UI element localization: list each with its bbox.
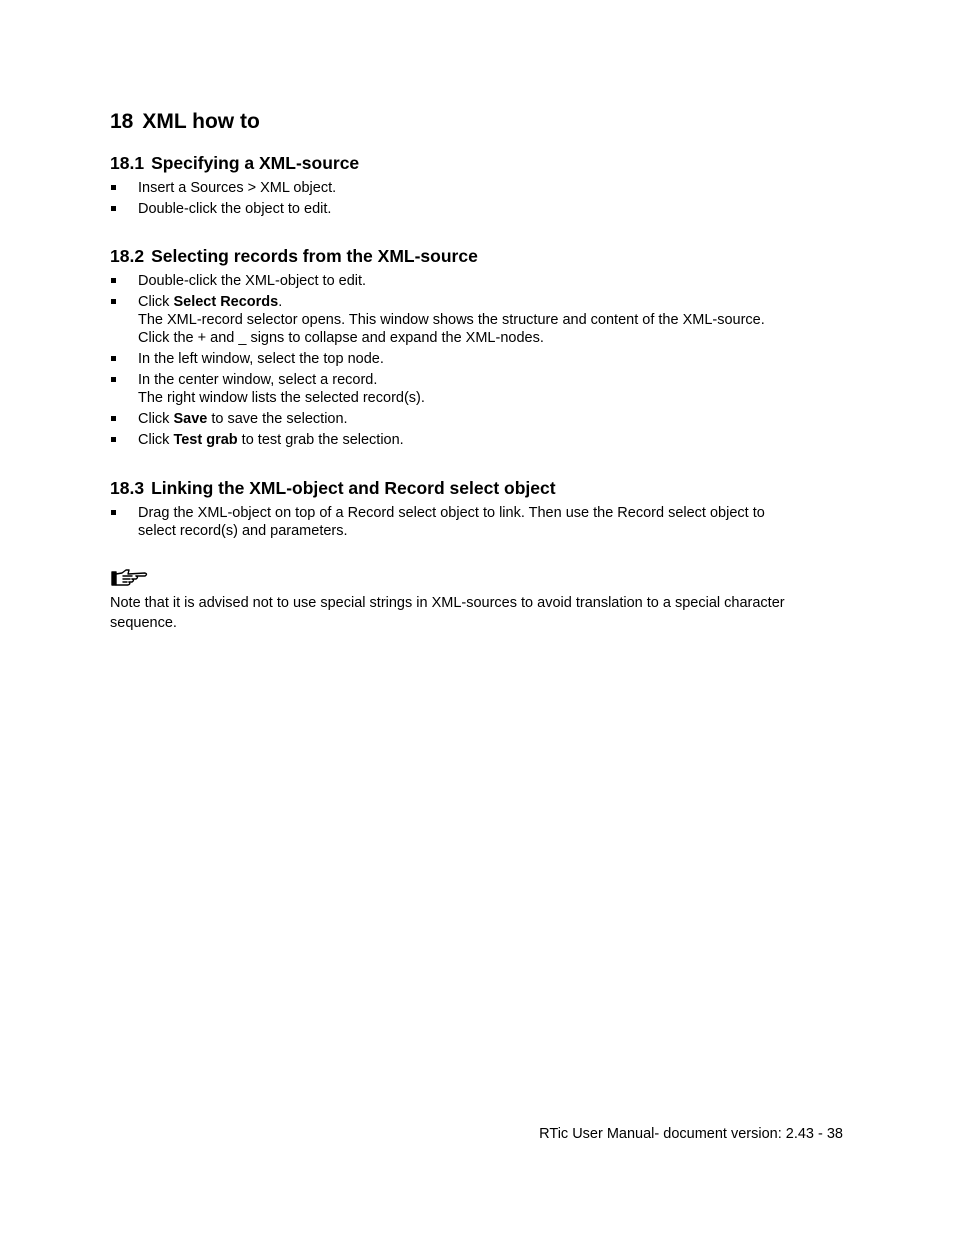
list-item-text: [138, 410, 850, 428]
text-run: Click: [138, 411, 174, 427]
text-run: to test grab the selection.: [237, 432, 404, 448]
list-item-text: In the left window, select the top node.: [138, 351, 384, 367]
bullet-marker: [111, 437, 116, 442]
list-item: [110, 272, 850, 290]
list-item-text: The right window lists the selected record(s).: [138, 390, 425, 406]
bullet-marker: [111, 206, 116, 211]
list-item: [110, 200, 850, 218]
list-item: [110, 371, 850, 407]
bullet-marker: [111, 510, 116, 515]
page-footer: RTic User Manual- document version: 2.43 - 38: [539, 1126, 843, 1142]
bullet-marker: [111, 299, 116, 304]
list-item: [110, 431, 850, 449]
list-item: [110, 179, 850, 197]
ui-label-test-grab: Test grab: [173, 432, 238, 448]
section-number: 18.2: [110, 246, 145, 266]
list-item: [110, 504, 850, 540]
list-item-text: Double-click the XML-object to edit.: [138, 273, 367, 289]
section-title-text: Specifying a XML-source: [151, 153, 360, 173]
section-title-linking: [110, 477, 556, 499]
list-item-text: [138, 431, 850, 449]
list-item-text: Insert a Sources > XML object.: [138, 180, 337, 196]
section-title-text: Linking the XML-object and Record select object: [151, 478, 556, 498]
pointing-hand-icon: [110, 568, 150, 588]
text-run: Click: [138, 294, 174, 310]
text-run: to save the selection.: [207, 411, 348, 427]
bullet-marker: [111, 185, 116, 190]
chapter-number: 18: [110, 110, 134, 133]
bullet-marker: [111, 377, 116, 382]
chapter-title-text: XML how to: [142, 110, 260, 133]
section-title-text: Selecting records from the XML-source: [151, 246, 478, 266]
note-text: Note that it is advised not to use special strings in XML-sources to avoid translation to a special character sequence.: [110, 595, 785, 631]
bullet-marker: [111, 416, 116, 421]
list-item-text: In the center window, select a record.: [138, 372, 378, 388]
bullet-list-linking: [110, 504, 850, 543]
bullet-marker: [111, 278, 116, 283]
bullet-list-specifying: [110, 179, 850, 221]
text-run: Click: [138, 432, 174, 448]
list-item-text: Double-click the object to edit.: [138, 201, 332, 217]
section-title-selecting: [110, 245, 478, 267]
list-item-text: The XML-record selector opens. This window shows the structure and content of the XML-source.: [138, 312, 765, 328]
section-number: 18.1: [110, 153, 145, 173]
bullet-list-selecting: [110, 272, 850, 452]
ui-label-save: Save: [173, 411, 208, 427]
chapter-title: [110, 109, 260, 135]
section-title-specifying: [110, 152, 359, 174]
list-item: [110, 350, 850, 368]
ui-label-select-records: Select Records: [173, 294, 279, 310]
list-item: [110, 293, 850, 347]
list-item: [110, 410, 850, 428]
list-item-text: Drag the XML-object on top of a Record select object to link. Then use the Record select object to: [138, 505, 765, 521]
bullet-marker: [111, 356, 116, 361]
list-item-text: [138, 293, 850, 311]
text-run: .: [278, 294, 283, 310]
list-item-text: select record(s) and parameters.: [138, 523, 348, 539]
section-number: 18.3: [110, 478, 145, 498]
list-item-text: Click the + and _ signs to collapse and expand the XML-nodes.: [138, 330, 544, 346]
